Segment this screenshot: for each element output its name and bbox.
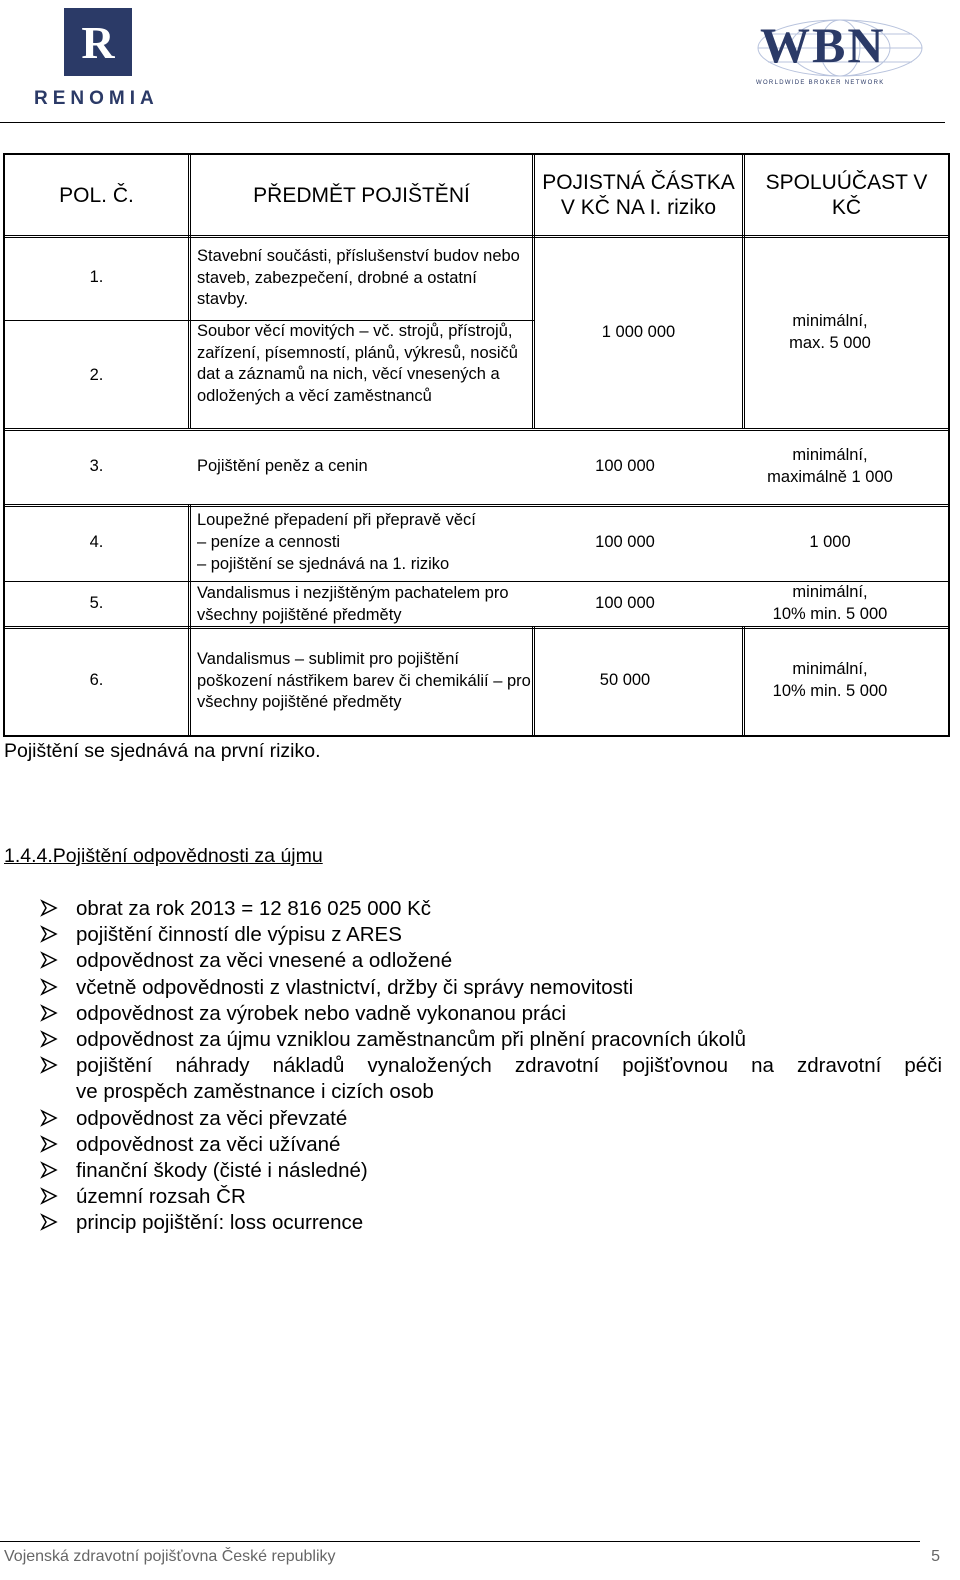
arrowhead-bullet-icon (40, 951, 58, 969)
row-deductible-line1: minimální, (792, 446, 868, 464)
arrowhead-bullet-icon (40, 925, 58, 943)
row-subject: Soubor věcí movitých – vč. strojů, přístrojů, zařízení, písemností, plánů, výkresů, nosičů dat a záznamů na nich, věcí vnesených a odložených a věcí zaměstnanců (197, 322, 518, 405)
row-amount: 100 000 (595, 533, 655, 551)
list-item: odpovědnost za výrobek nebo vadně vykonanou práci (40, 1001, 942, 1027)
list-item: princip pojištění: loss ocurrence (40, 1210, 942, 1236)
list-item-continuation: ve prospěch zaměstnance i cizích osob (76, 1080, 434, 1104)
renomia-logo-text: RENOMIA (34, 88, 159, 109)
row-number: 6. (89, 671, 104, 689)
row-number: 4. (89, 533, 104, 551)
arrowhead-bullet-icon (40, 1135, 58, 1153)
row-subject-line: – pojištění se sjednává na 1. riziko (197, 555, 450, 573)
row-amount: 100 000 (595, 457, 655, 475)
list-item: pojištění náhrady nákladů vynaložených zdravotní pojišťovnou na zdravotní péči ve prospěch zaměstnance i cizích osob (40, 1053, 942, 1105)
wbn-logo-text: WBN (760, 17, 886, 73)
wbn-tagline: WORLDWIDE BROKER NETWORK (756, 80, 885, 86)
table-divider (188, 235, 191, 428)
renomia-logo-mark: R (64, 8, 132, 76)
arrowhead-bullet-icon (40, 1161, 58, 1179)
row-subject: Vandalismus i nezjištěným pachatelem pro všechny pojištěné předměty (197, 584, 509, 624)
header-divider (0, 122, 945, 123)
footer-divider (0, 1541, 920, 1542)
arrowhead-bullet-icon (40, 1109, 58, 1127)
row-deductible-line2: 10% min. 5 000 (772, 605, 888, 623)
footer-organization: Vojenská zdravotní pojišťovna České republiky (4, 1548, 336, 1565)
row-deductible: 1 000 (809, 533, 851, 551)
list-item: odpovědnost za věci převzaté (40, 1106, 942, 1132)
arrowhead-bullet-icon (40, 1030, 58, 1048)
liability-bullet-list (40, 896, 942, 1237)
arrowhead-bullet-icon (40, 1187, 58, 1205)
table-divider (188, 504, 191, 735)
arrowhead-bullet-icon (40, 978, 58, 996)
row-amount: 100 000 (595, 594, 655, 612)
row-number: 5. (89, 594, 104, 612)
row-deductible-line1: minimální, (792, 312, 868, 330)
list-item: obrat za rok 2013 = 12 816 025 000 Kč (40, 896, 942, 922)
arrowhead-bullet-icon (40, 1004, 58, 1022)
row-subject: Vandalismus – sublimit pro pojištění poškození nástřikem barev či chemikálií – pro všechny pojištěné předměty (197, 650, 531, 711)
table-divider (5, 235, 948, 238)
section-title: Pojištění odpovědnosti za újmu (52, 845, 323, 867)
list-item: odpovědnost za věci užívané (40, 1132, 942, 1158)
renomia-logo (34, 8, 164, 110)
header-subject: PŘEDMĚT POJIŠTĚNÍ (253, 183, 470, 207)
table-note: Pojištění se sjednává na první riziko. (4, 740, 321, 762)
row-amount: 1 000 000 (601, 323, 676, 341)
wbn-logo (750, 16, 930, 92)
list-item: pojištění činností dle výpisu z ARES (40, 922, 942, 948)
row-deductible-line2: 10% min. 5 000 (772, 682, 888, 700)
table-divider (5, 504, 948, 507)
row-number: 2. (89, 366, 104, 384)
row-subject: Pojištění peněz a cenin (197, 457, 368, 475)
row-deductible-line1: minimální, (792, 660, 868, 678)
row-subject-line: – peníze a cennosti (197, 533, 341, 551)
row-amount: 50 000 (599, 671, 651, 689)
row-number: 1. (89, 268, 104, 286)
header-deductible: SPOLUÚČAST V KČ (765, 171, 928, 219)
section-heading (4, 845, 323, 868)
arrowhead-bullet-icon (40, 1056, 58, 1074)
insurance-table (3, 153, 950, 737)
section-number: 1.4.4. (4, 845, 53, 867)
list-item: odpovědnost za újmu vzniklou zaměstnancům při plnění pracovních úkolů (40, 1027, 942, 1053)
list-item: územní rozsah ČR (40, 1184, 942, 1210)
row-deductible-line2: maximálně 1 000 (767, 468, 893, 486)
page-number: 5 (931, 1548, 940, 1565)
row-deductible-line1: minimální, (792, 583, 868, 601)
arrowhead-bullet-icon (40, 1213, 58, 1231)
row-subject: Stavební součásti, příslušenství budov nebo staveb, zabezpečení, drobné a ostatní stavby. (197, 247, 520, 308)
list-item: finanční škody (čisté i následné) (40, 1158, 942, 1184)
row-deductible-line2: max. 5 000 (789, 334, 871, 352)
row-subject: Loupežné přepadení při přepravě věcí (197, 511, 476, 529)
row-number: 3. (89, 457, 104, 475)
table-divider (5, 428, 948, 431)
arrowhead-bullet-icon (40, 899, 58, 917)
list-item: odpovědnost za věci vnesené a odložené (40, 948, 942, 974)
header-pol: POL. Č. (59, 183, 134, 207)
table-divider (5, 626, 948, 629)
list-item: včetně odpovědnosti z vlastnictví, držby či správy nemovitosti (40, 975, 942, 1001)
header-amount: POJISTNÁ ČÁSTKA V KČ NA I. riziko (542, 171, 735, 219)
